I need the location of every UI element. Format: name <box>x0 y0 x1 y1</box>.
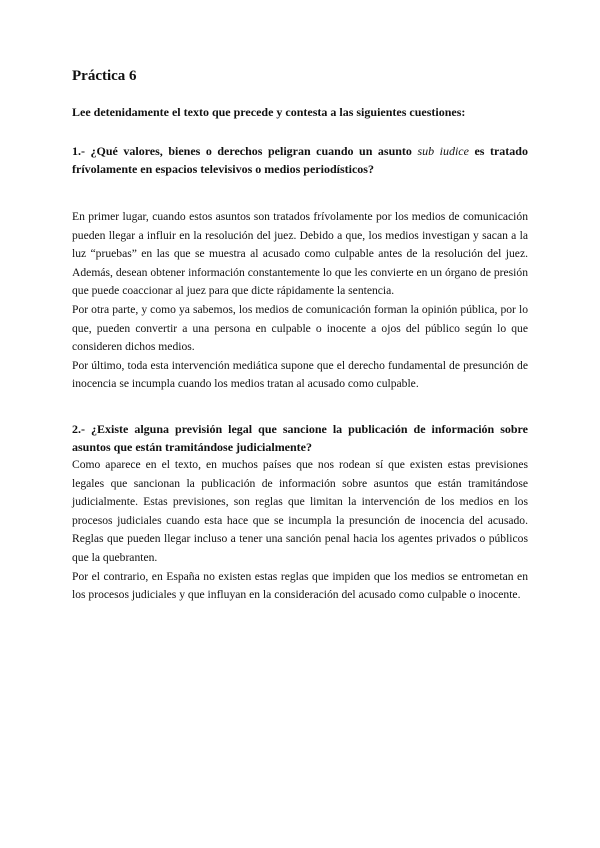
question-1-text-end: es tratado frívolamente en espacios televisivos o medios periodísticos? <box>72 144 528 176</box>
answer-2 <box>72 456 528 605</box>
question-1 <box>72 142 528 178</box>
page-title: Práctica 6 <box>72 68 137 84</box>
question-1-latin-term: sub iudice <box>417 144 469 158</box>
answer-1-paragraph-1: En primer lugar, cuando estos asuntos son tratados frívolamente por los medios de comunicación pueden llegar a influir en la resolución del juez. Debido a que, los medios investigan y sacan a la luz “pruebas” en las que se muestra al acusado como culpable antes de la resolución del juez. Además, desean obtener información constantemente lo que les convierte en un órgano de presión que puede coaccionar al juez para que dicte rápidamente la sentencia. <box>72 210 528 298</box>
question-1-text-start: 1.- ¿Qué valores, bienes o derechos peligran cuando un asunto <box>72 144 418 158</box>
answer-1-paragraph-2: Por otra parte, y como ya sabemos, los medios de comunicación forman la opinión pública, por lo que, pueden convertir a una persona en culpable o inocente a ojos del público según lo que consideren dichos medios. <box>72 302 528 354</box>
question-2: 2.- ¿Existe alguna previsión legal que sancione la publicación de información sobre asuntos que están tramitándose judicialmente? <box>72 421 528 454</box>
answer-2-paragraph-1: Como aparece en el texto, en muchos países que nos rodean sí que existen estas previsiones legales que sancionan la publicación de información sobre asuntos que están tramitándose judicialmente. Estas previsiones, son reglas que limitan la intervención de los medios en los procesos judiciales cuando esta hace que se incumpla la presunción de inocencia del acusado. Reglas que pueden llegar incluso a tener una sanción penal hacia los agentes privados o públicos que la quebranten. <box>72 457 528 564</box>
answer-2-paragraph-2: Por el contrario, en España no existen estas reglas que impiden que los medios se entrometan en los procesos judiciales y que influyan en la consideración del acusado como culpable o inocente. <box>72 569 528 602</box>
answer-1-paragraph-3: Por último, toda esta intervención mediática supone que el derecho fundamental de presunción de inocencia se incumpla cuando los medios tratan al acusado como culpable. <box>72 358 528 391</box>
instructions: Lee detenidamente el texto que precede y contesta a las siguientes cuestiones: <box>72 105 466 119</box>
answer-1 <box>72 208 528 394</box>
